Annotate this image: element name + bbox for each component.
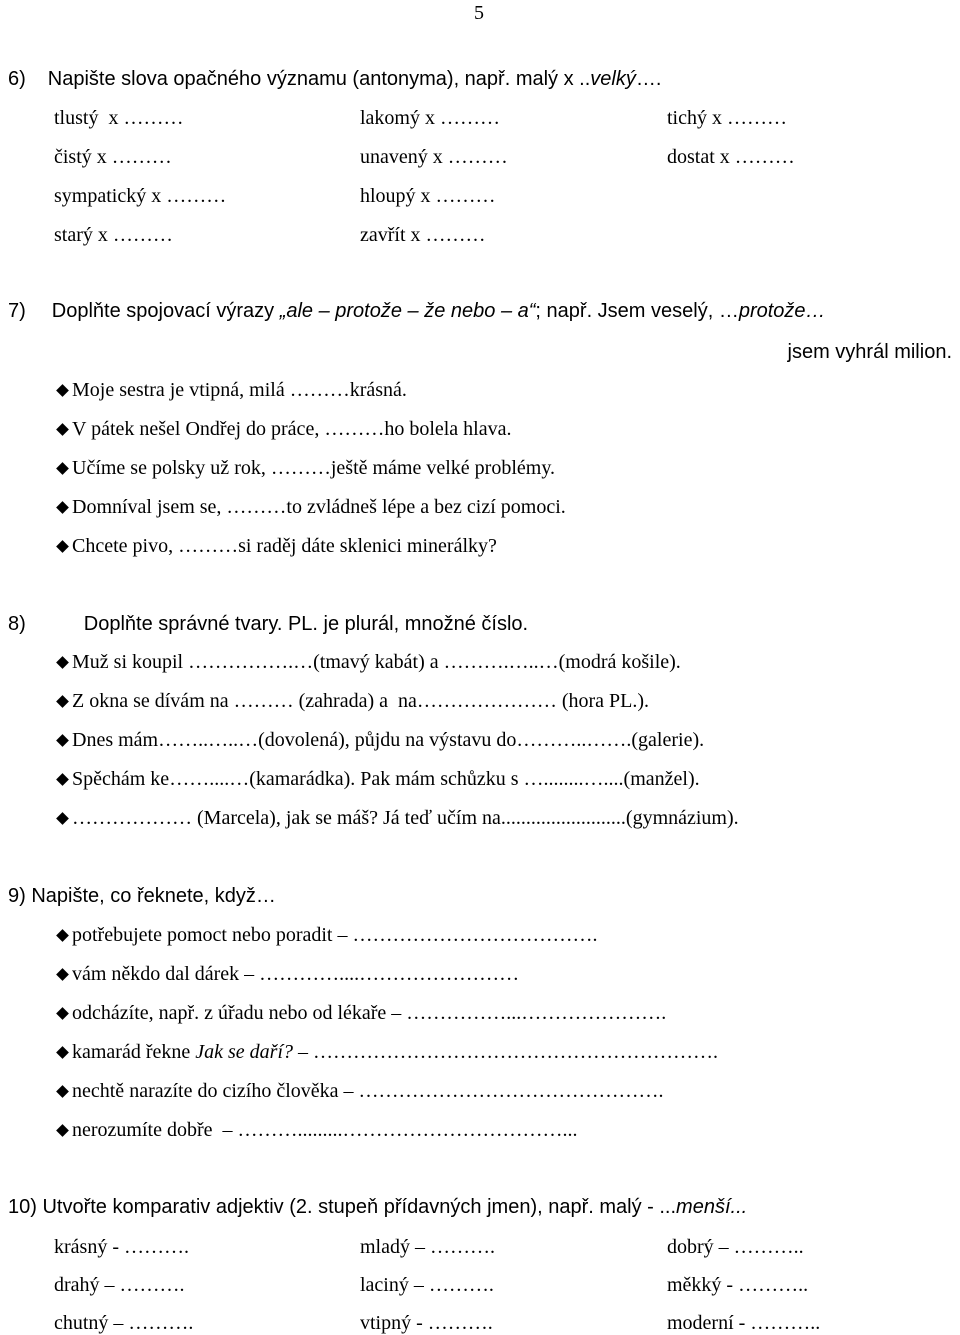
s9-item-3-answer: ……………...…………………. bbox=[406, 1002, 667, 1024]
s6-heading-num: 6) bbox=[8, 68, 26, 90]
diamond-bullet-icon bbox=[56, 1046, 69, 1059]
s9-item-1-answer: ………………………………. bbox=[352, 924, 598, 946]
s8-heading bbox=[8, 612, 528, 636]
s9-item-5-answer: ………………………………………. bbox=[358, 1080, 664, 1102]
s7-heading-num: 7) bbox=[8, 300, 26, 322]
s10-r2-c3: měkký - ……….. bbox=[667, 1274, 809, 1296]
s8-item-5 bbox=[54, 806, 739, 830]
s9-item-6-text: nerozumíte dobře – bbox=[72, 1119, 238, 1141]
s9-item-4-italic: Jak se daří? bbox=[195, 1041, 294, 1063]
s8-item-4-text: Spěchám ke……....…(kamarádka). Pak mám schůzku s …........…....(manžel). bbox=[72, 768, 700, 790]
diamond-bullet-icon bbox=[56, 695, 69, 708]
s6-r2-c1: čistý x ……… bbox=[54, 146, 172, 168]
diamond-bullet-icon bbox=[56, 1085, 69, 1098]
diamond-bullet-icon bbox=[56, 1124, 69, 1137]
page-number: 5 bbox=[474, 2, 484, 24]
diamond-bullet-icon bbox=[56, 462, 69, 475]
s9-item-5-text: nechtě narazíte do cizího člověka – bbox=[72, 1080, 359, 1102]
s6-r4-c1: starý x ……… bbox=[54, 224, 173, 246]
s7-item-5 bbox=[54, 534, 497, 558]
diamond-bullet-icon bbox=[56, 423, 69, 436]
s8-item-2-text: Z okna se dívám na ……… (zahrada) a na………………… (hora PL.). bbox=[72, 690, 650, 712]
s9-item-5 bbox=[54, 1079, 664, 1103]
diamond-bullet-icon bbox=[56, 968, 69, 981]
s10-r1-c2: mladý – ………. bbox=[360, 1236, 495, 1258]
s8-item-5-text: ……………… (Marcela), jak se máš? Já teď učím na.........................(gymnázium). bbox=[72, 807, 739, 829]
s7-heading-words: „ale – protože – že nebo – a“ bbox=[279, 300, 536, 322]
s9-item-2-text: vám někdo dal dárek – bbox=[72, 963, 260, 985]
s9-item-2 bbox=[54, 962, 519, 986]
s6-r3-c1: sympatický x ……… bbox=[54, 185, 227, 207]
s6-r2-c3: dostat x ……… bbox=[667, 146, 795, 168]
s10-r3-c2: vtipný - ………. bbox=[360, 1312, 493, 1334]
s8-item-4 bbox=[54, 767, 700, 791]
s10-r2-c1: drahý – ………. bbox=[54, 1274, 185, 1296]
s8-item-1 bbox=[54, 650, 681, 674]
s6-r4-c2: zavřít x ……… bbox=[360, 224, 486, 246]
s7-item-1-text: Moje sestra je vtipná, milá ………krásná. bbox=[72, 379, 407, 401]
s6-heading bbox=[8, 67, 661, 91]
diamond-bullet-icon bbox=[56, 384, 69, 397]
s10-r3-c1: chutný – ………. bbox=[54, 1312, 194, 1334]
s7-item-4-text: Domníval jsem se, ………to zvládneš lépe a bez cizí pomoci. bbox=[72, 496, 566, 518]
s8-item-3-text: Dnes mám……..…..…(dovolená), půjdu na výstavu do………..…….(galerie). bbox=[72, 729, 705, 751]
s9-item-6 bbox=[54, 1118, 578, 1142]
s7-heading-text: Doplňte spojovací výrazy bbox=[51, 300, 275, 322]
s9-item-1-text: potřebujete pomoct nebo poradit – bbox=[72, 924, 353, 946]
s8-item-1-text: Muž si koupil …………….…(tmavý kabát) a ……….…..…(modrá košile). bbox=[72, 651, 681, 673]
diamond-bullet-icon bbox=[56, 773, 69, 786]
s7-item-3 bbox=[54, 456, 555, 480]
s9-heading: 9) Napište, co řeknete, když… bbox=[8, 885, 276, 907]
s9-item-3-text: odcházíte, např. z úřadu nebo od lékaře – bbox=[72, 1002, 407, 1024]
s9-item-4-text: kamarád řekne bbox=[72, 1041, 196, 1063]
s10-heading bbox=[8, 1195, 747, 1219]
diamond-bullet-icon bbox=[56, 1007, 69, 1020]
s7-item-2-text: V pátek nešel Ondřej do práce, ………ho bolela hlava. bbox=[72, 418, 512, 440]
s9-item-3 bbox=[54, 1001, 666, 1025]
s9-item-4-answer: – ……………………………………………………. bbox=[293, 1041, 719, 1063]
s7-heading-continuation: jsem vyhrál milion. bbox=[787, 341, 952, 363]
diamond-bullet-icon bbox=[56, 812, 69, 825]
s7-heading-example-word: protože… bbox=[738, 300, 826, 322]
s6-r2-c2: unavený x ……… bbox=[360, 146, 508, 168]
s10-r3-c3: moderní - ……….. bbox=[667, 1312, 821, 1334]
diamond-bullet-icon bbox=[56, 540, 69, 553]
s6-r1-c3: tichý x ……… bbox=[667, 107, 787, 129]
s9-item-6-answer: ……….........……………………………... bbox=[237, 1119, 578, 1141]
s10-heading-example: menší... bbox=[676, 1196, 748, 1218]
s9-item-2-answer: …………....…………………… bbox=[259, 963, 520, 985]
s10-r1-c3: dobrý – ……….. bbox=[667, 1236, 804, 1258]
s10-r2-c2: laciný – ………. bbox=[360, 1274, 494, 1296]
s7-item-4 bbox=[54, 495, 566, 519]
s9-item-1 bbox=[54, 923, 597, 947]
s10-r1-c1: krásný - ………. bbox=[54, 1236, 189, 1258]
s7-item-5-text: Chcete pivo, ………si raděj dáte sklenici minerálky? bbox=[72, 535, 497, 557]
s6-r1-c1: tlustý x ……… bbox=[54, 107, 184, 129]
s7-item-2 bbox=[54, 417, 512, 441]
s10-heading-text: 10) Utvořte komparativ adjektiv (2. stupeň přídavných jmen), např. malý - ... bbox=[8, 1196, 677, 1218]
s6-r1-c2: lakomý x ……… bbox=[360, 107, 500, 129]
s8-heading-num: 8) bbox=[8, 613, 26, 635]
s8-item-3 bbox=[54, 728, 704, 752]
s7-heading-example-pre: ; např. Jsem veselý, … bbox=[535, 300, 739, 322]
s8-heading-text: Doplňte správné tvary. PL. je plurál, množné číslo. bbox=[83, 613, 529, 635]
s7-item-3-text: Učíme se polsky už rok, ………ještě máme velké problémy. bbox=[72, 457, 556, 479]
diamond-bullet-icon bbox=[56, 656, 69, 669]
s6-heading-example: velký bbox=[590, 68, 636, 90]
diamond-bullet-icon bbox=[56, 929, 69, 942]
s9-item-4 bbox=[54, 1040, 718, 1064]
s6-heading-text: Napište slova opačného významu (antonyma), např. malý x .. bbox=[47, 68, 591, 90]
s6-heading-end: …. bbox=[635, 68, 662, 90]
diamond-bullet-icon bbox=[56, 501, 69, 514]
s7-item-1 bbox=[54, 378, 407, 402]
s7-heading bbox=[8, 299, 826, 323]
s6-r3-c2: hloupý x ……… bbox=[360, 185, 496, 207]
s8-item-2 bbox=[54, 689, 649, 713]
diamond-bullet-icon bbox=[56, 734, 69, 747]
